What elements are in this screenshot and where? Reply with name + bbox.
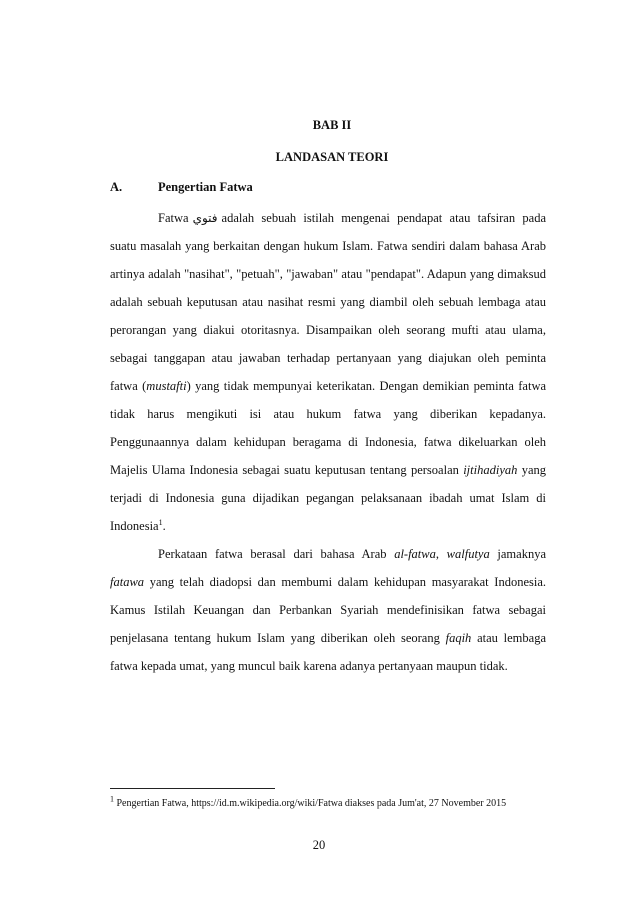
paragraph-1 xyxy=(110,204,546,540)
p1-text-2: adalah sebuah istilah mengenai pendapat atau tafsiran pada suatu masalah yang berkaitan dengan hukum Islam. Fatwa sendiri dalam bahasa Arab artinya adalah "nasihat", "petuah", "jawaban" atau "pendapat". Adapun yang dimaksud adalah sebuah keputusan atau nasihat resmi yang diambil oleh sebuah lembaga atau perorangan yang diakui otoritasnya. Disampaikan oleh seorang mufti atau ulama, sebagai tanggapan atau jawaban terhadap pertanyaan yang diajukan oleh peminta fatwa ( xyxy=(110,211,546,393)
p1-text-4: yang terjadi di Indonesia guna dijadikan pegangan pelaksanaan ibadah umat Islam di Indonesia xyxy=(110,463,547,533)
page-number: 20 xyxy=(312,838,326,852)
chapter-title: LANDASAN TEORI xyxy=(275,150,389,164)
section-letter: A. xyxy=(110,180,123,194)
footnote-reference[interactable]: 1 xyxy=(158,517,163,527)
italic-term-al-fatwa: al-fatwa xyxy=(394,547,436,561)
footnote-text: Pengertian Fatwa, https://id.m.wikipedia.org/wiki/Fatwa diakses pada Jum'at, 27 November 2015 xyxy=(116,798,507,809)
italic-term-ijtihadiyah: ijtihadiyah xyxy=(463,463,518,477)
p1-text-5: . xyxy=(162,519,166,533)
footnote xyxy=(110,794,560,811)
italic-term-fatawa: fatawa xyxy=(110,575,145,589)
italic-term-faqih: faqih xyxy=(445,631,472,645)
arabic-term: فتوي xyxy=(192,211,218,225)
p1-text-3: ) yang tidak mempunyai keterikatan. Dengan demikian peminta fatwa tidak harus mengikuti isi atau hukum fatwa yang diberikan kepadanya. Penggunaannya dalam kehidupan beragama di Indonesia, fatwa dikeluarkan oleh Majelis Ulama Indonesia sebagai suatu keputusan tentang persoalan xyxy=(110,379,547,477)
italic-term-mustafti: mustafti xyxy=(146,379,187,393)
italic-term-walfutya: walfutya xyxy=(446,547,490,561)
body-text xyxy=(110,204,546,680)
p2-text-4: yang telah diadopsi dan membumi dalam kehidupan masyarakat Indonesia. Kamus Istilah Keuangan dan Perbankan Syariah mendefinisikan fatwa sebagai penjelasana tentang hukum Islam yang diberikan oleh seorang xyxy=(110,575,546,645)
p2-text-5: atau lembaga fatwa kepada umat, yang muncul baik karena adanya pertanyaan maupun tidak. xyxy=(110,631,546,673)
p2-text-3: jamaknya xyxy=(489,547,546,561)
p2-text-2: , xyxy=(435,547,447,561)
chapter-heading: BAB II xyxy=(312,118,352,132)
footnote-number: 1 xyxy=(110,794,114,804)
section-title: Pengertian Fatwa xyxy=(158,180,253,194)
paragraph-2 xyxy=(110,540,546,680)
footnote-divider xyxy=(110,788,275,789)
section-heading xyxy=(110,180,253,195)
p1-text-1: Fatwa xyxy=(158,211,189,225)
p2-text-1: Perkataan fatwa berasal dari bahasa Arab xyxy=(158,547,395,561)
